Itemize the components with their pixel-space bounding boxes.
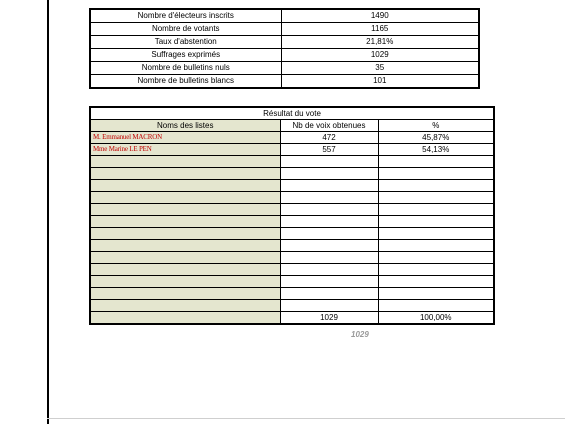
page-bottom-border	[47, 418, 565, 419]
empty-row	[90, 252, 494, 264]
header-names[interactable]: Noms des listes	[90, 120, 280, 132]
stats-row	[90, 75, 479, 89]
empty-name-cell[interactable]	[90, 204, 280, 216]
stats-row	[90, 36, 479, 49]
empty-votes-cell[interactable]	[280, 252, 378, 264]
stat-label[interactable]: Nombre de votants	[90, 23, 281, 36]
empty-row	[90, 264, 494, 276]
header-votes[interactable]: Nb de voix obtenues	[280, 120, 378, 132]
stats-row	[90, 49, 479, 62]
empty-row	[90, 300, 494, 312]
results-total-row	[90, 312, 494, 325]
empty-percent-cell[interactable]	[378, 156, 494, 168]
empty-votes-cell[interactable]	[280, 276, 378, 288]
candidate-votes[interactable]: 472	[280, 132, 378, 144]
candidate-percent[interactable]: 45,87%	[378, 132, 494, 144]
candidate-name[interactable]: M. Emmanuel MACRON	[90, 132, 280, 144]
election-stats-table	[89, 8, 480, 89]
empty-percent-cell[interactable]	[378, 180, 494, 192]
empty-votes-cell[interactable]	[280, 300, 378, 312]
candidate-percent[interactable]: 54,13%	[378, 144, 494, 156]
candidate-name[interactable]: Mme Marine LE PEN	[90, 144, 280, 156]
empty-row	[90, 156, 494, 168]
total-label-cell[interactable]	[90, 312, 280, 325]
total-percent[interactable]: 100,00%	[378, 312, 494, 325]
empty-percent-cell[interactable]	[378, 276, 494, 288]
empty-name-cell[interactable]	[90, 276, 280, 288]
empty-name-cell[interactable]	[90, 228, 280, 240]
empty-votes-cell[interactable]	[280, 168, 378, 180]
empty-votes-cell[interactable]	[280, 288, 378, 300]
stats-row	[90, 23, 479, 36]
empty-percent-cell[interactable]	[378, 216, 494, 228]
empty-name-cell[interactable]	[90, 168, 280, 180]
empty-row	[90, 228, 494, 240]
stat-value[interactable]: 21,81%	[281, 36, 479, 49]
stat-label[interactable]: Nombre de bulletins nuls	[90, 62, 281, 75]
vote-results-table	[89, 106, 495, 325]
empty-row	[90, 168, 494, 180]
page-left-border	[47, 0, 49, 424]
empty-row	[90, 276, 494, 288]
empty-percent-cell[interactable]	[378, 288, 494, 300]
empty-votes-cell[interactable]	[280, 192, 378, 204]
results-title-row	[90, 107, 494, 120]
empty-votes-cell[interactable]	[280, 216, 378, 228]
total-votes[interactable]: 1029	[280, 312, 378, 325]
empty-name-cell[interactable]	[90, 252, 280, 264]
stat-label[interactable]: Suffrages exprimés	[90, 49, 281, 62]
candidate-row	[90, 144, 494, 156]
empty-percent-cell[interactable]	[378, 168, 494, 180]
empty-votes-cell[interactable]	[280, 204, 378, 216]
empty-row	[90, 216, 494, 228]
empty-name-cell[interactable]	[90, 180, 280, 192]
stats-row	[90, 62, 479, 75]
stat-label[interactable]: Nombre d'électeurs inscrits	[90, 9, 281, 23]
empty-name-cell[interactable]	[90, 156, 280, 168]
empty-row	[90, 240, 494, 252]
stat-value[interactable]: 35	[281, 62, 479, 75]
results-title[interactable]: Résultat du vote	[90, 107, 494, 120]
empty-name-cell[interactable]	[90, 192, 280, 204]
votes-check-total: 1029	[351, 330, 369, 339]
empty-votes-cell[interactable]	[280, 228, 378, 240]
empty-percent-cell[interactable]	[378, 252, 494, 264]
candidate-row	[90, 132, 494, 144]
stat-value[interactable]: 1165	[281, 23, 479, 36]
empty-votes-cell[interactable]	[280, 264, 378, 276]
empty-row	[90, 204, 494, 216]
empty-percent-cell[interactable]	[378, 300, 494, 312]
empty-percent-cell[interactable]	[378, 192, 494, 204]
stat-label[interactable]: Taux d'abstention	[90, 36, 281, 49]
empty-percent-cell[interactable]	[378, 264, 494, 276]
empty-percent-cell[interactable]	[378, 204, 494, 216]
empty-row	[90, 180, 494, 192]
empty-percent-cell[interactable]	[378, 228, 494, 240]
candidate-votes[interactable]: 557	[280, 144, 378, 156]
results-header-row	[90, 120, 494, 132]
stat-label[interactable]: Nombre de bulletins blancs	[90, 75, 281, 89]
empty-row	[90, 288, 494, 300]
empty-name-cell[interactable]	[90, 264, 280, 276]
empty-name-cell[interactable]	[90, 240, 280, 252]
empty-name-cell[interactable]	[90, 216, 280, 228]
stat-value[interactable]: 1029	[281, 49, 479, 62]
empty-votes-cell[interactable]	[280, 180, 378, 192]
header-percent[interactable]: %	[378, 120, 494, 132]
empty-name-cell[interactable]	[90, 300, 280, 312]
empty-votes-cell[interactable]	[280, 240, 378, 252]
empty-percent-cell[interactable]	[378, 240, 494, 252]
stat-value[interactable]: 101	[281, 75, 479, 89]
stat-value[interactable]: 1490	[281, 9, 479, 23]
empty-name-cell[interactable]	[90, 288, 280, 300]
empty-row	[90, 192, 494, 204]
empty-votes-cell[interactable]	[280, 156, 378, 168]
stats-row	[90, 9, 479, 23]
